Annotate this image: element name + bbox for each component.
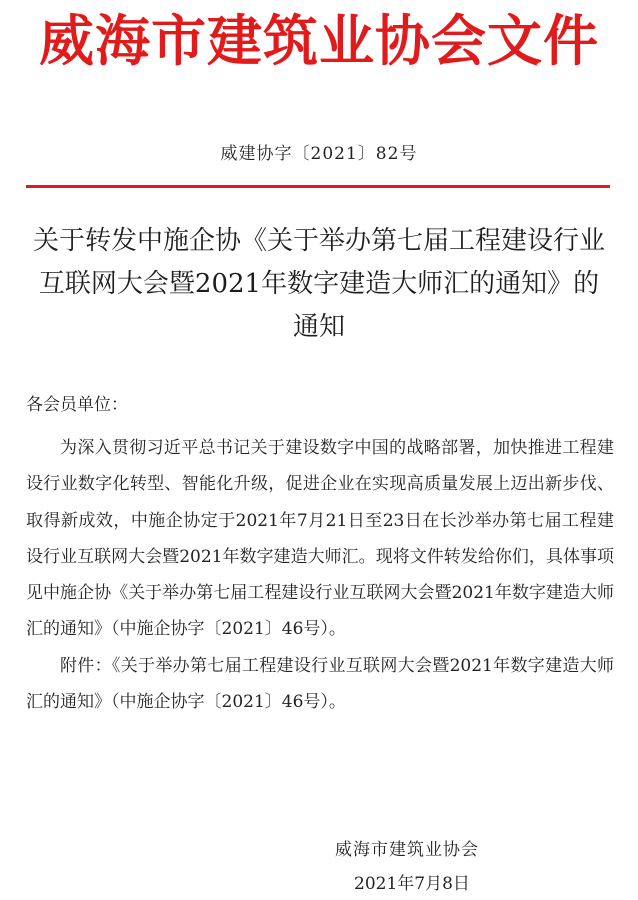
salutation: 各会员单位： (26, 395, 128, 415)
document-number: 威建协字〔2021〕82号 (220, 144, 418, 164)
body-paragraph: 为深入贯彻习近平总书记关于建设数字中国的战略部署，加快推进工程建设行业数字化转型、智能化升级，促进企业在实现高质量发展上迈出新步伐、取得新成效，中施企协定于2021年7月21日至23日在长沙举办第七届工程建设行业互联网大会暨2021年数字建造大师汇。现将文件转发给你们，具体事项见中施企协《关于举办第七届工程建设行业互联网大会暨2021年数字建造大师汇的通知》（中施企协字〔2021〕46号）。 (26, 438, 614, 640)
document-title: 关于转发中施企协《关于举办第七届工程建设行业互联网大会暨2021年数字建造大师汇的通知》的通知 (32, 226, 605, 342)
document-body (26, 430, 614, 720)
signature-date: 2021年7月8日 (354, 874, 470, 894)
attachment-paragraph: 附件：《关于举办第七届工程建设行业互联网大会暨2021年数字建造大师汇的通知》（中施企协字〔2021〕46号）。 (26, 655, 614, 713)
masthead-title: 威海市建筑业协会文件 (38, 9, 599, 73)
signature-organization: 威海市建筑业协会 (335, 840, 479, 860)
red-divider (26, 185, 610, 188)
